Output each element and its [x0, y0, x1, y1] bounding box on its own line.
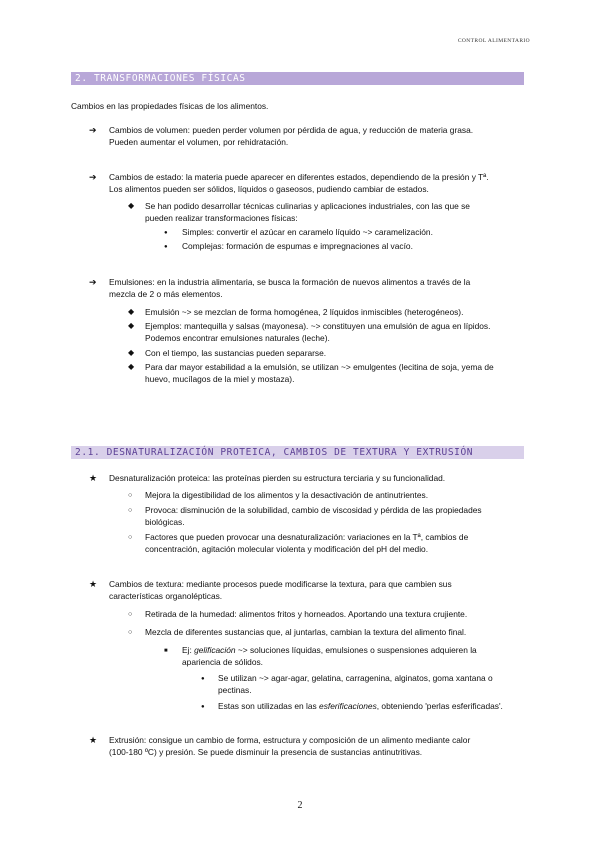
bullet-estado-line2: Los alimentos pueden ser sólidos, líquidos o gaseosos, pudiendo cambiar de estados.: [109, 184, 429, 194]
emulsion-item-tiempo: Con el tiempo, las sustancias pueden separarse.: [145, 348, 327, 358]
emulsion-item-ejemplos-line1: Ejemplos: mantequilla y salsas (mayonesa). ~> constituyen una emulsión de agua en lípidos.: [145, 321, 491, 331]
textura-item-humedad: Retirada de la humedad: alimentos fritos y horneados. Aportando una textura crujiente.: [145, 609, 468, 619]
star-bullet-icon: ★: [89, 473, 98, 483]
textura-ej-line2: apariencia de sólidos.: [182, 657, 264, 667]
section-intro: Cambios en las propiedades físicas de los alimentos.: [71, 101, 269, 111]
arrow-bullet-icon: ➔: [89, 125, 97, 135]
textura-line1: Cambios de textura: mediante procesos puede modificarse la textura, para que cambien sus: [109, 579, 452, 589]
bullet-emulsiones-line2: mezcla de 2 o más elementos.: [109, 289, 223, 299]
running-header: CONTROL ALIMENTARIO: [457, 38, 530, 44]
circle-bullet-icon: ○: [128, 507, 133, 514]
estado-item-simples: Simples: convertir el azúcar en caramelo líquido ~> caramelización.: [182, 227, 433, 237]
extrusion-line2: (100-180 ºC) y presión. Se puede disminuir la presencia de sustancias antinutritivas.: [109, 747, 423, 757]
dot-bullet-icon: ●: [201, 676, 205, 682]
star-bullet-icon: ★: [89, 735, 98, 745]
desnat-item-digestibilidad: Mejora la digestibilidad de los alimentos y la desactivación de antinutrientes.: [145, 490, 429, 500]
diamond-bullet-icon: ◆: [128, 348, 135, 357]
section-heading-desnaturalizacion: 2.1. DESNATURALIZACIÓN PROTEICA, CAMBIOS DE TEXTURA Y EXTRUSIÓN: [71, 446, 524, 459]
page-number: 2: [297, 800, 303, 811]
arrow-bullet-icon: ➔: [89, 277, 97, 287]
circle-bullet-icon: ○: [128, 629, 133, 636]
diamond-bullet-icon: ◆: [128, 307, 135, 316]
desnat-item-factores-line1: Factores que pueden provocar una desnaturalización: variaciones en la Tª, cambios de: [145, 532, 469, 542]
dot-bullet-icon: ●: [164, 244, 168, 250]
desnat-main: Desnaturalización proteica: las proteínas pierden su estructura terciaria y su funcionalidad.: [109, 473, 446, 483]
circle-bullet-icon: ○: [128, 611, 133, 618]
diamond-bullet-icon: ◆: [128, 321, 135, 330]
square-bullet-icon: ■: [164, 648, 168, 654]
emulsion-item-estabilidad-line1: Para dar mayor estabilidad a la emulsión, se utilizan ~> emulgentes (lecitina de soja, yema de: [145, 362, 494, 372]
arrow-bullet-icon: ➔: [89, 172, 97, 182]
circle-bullet-icon: ○: [128, 492, 133, 499]
ej-item-utilizan-line2: pectinas.: [218, 685, 252, 695]
diamond-bullet-icon: ◆: [128, 362, 135, 371]
textura-ej-line1: Ej: gelificación ~> soluciones líquidas, emulsiones o suspensiones adquieren la: [182, 645, 477, 655]
bullet-emulsiones-line1: Emulsiones: en la industria alimentaria, se busca la formación de nuevos alimentos a través de la: [109, 277, 471, 287]
estado-sub-line2: pueden realizar transformaciones físicas:: [145, 213, 298, 223]
circle-bullet-icon: ○: [128, 534, 133, 541]
diamond-bullet-icon: ◆: [128, 201, 135, 210]
bullet-volumen-line1: Cambios de volumen: pueden perder volumen por pérdida de agua, y reducción de materia grasa.: [109, 125, 474, 135]
extrusion-line1: Extrusión: consigue un cambio de forma, estructura y composición de un alimento mediante calor: [109, 735, 471, 745]
ej-item-esferificaciones: Estas son utilizadas en las esferificaciones, obteniendo 'perlas esferificadas'.: [218, 701, 503, 711]
desnat-item-provoca-line2: biológicas.: [145, 517, 185, 527]
textura-item-mezcla: Mezcla de diferentes sustancias que, al juntarlas, cambian la textura del alimento final.: [145, 627, 467, 637]
dot-bullet-icon: ●: [201, 704, 205, 710]
emulsion-item-estabilidad-line2: huevo, mucílagos de la miel y mostaza).: [145, 374, 295, 384]
star-bullet-icon: ★: [89, 579, 98, 589]
emulsion-item-emulsion: Emulsión ~> se mezclan de forma homogénea, 2 líquidos inmiscibles (heterogéneos).: [145, 307, 464, 317]
bullet-volumen-line2: Pueden aumentar el volumen, por rehidratación.: [109, 137, 289, 147]
desnat-item-factores-line2: concentración, agitación molecular violenta y modificación del pH del medio.: [145, 544, 429, 554]
textura-line2: características organolépticas.: [109, 591, 223, 601]
section-heading-transformaciones: 2. TRANSFORMACIONES FÍSICAS: [71, 72, 524, 85]
estado-item-complejas: Complejas: formación de espumas e impregnaciones al vacío.: [182, 241, 413, 251]
bullet-estado-line1: Cambios de estado: la materia puede aparecer en diferentes estados, dependiendo de la presión y Tª.: [109, 172, 489, 182]
desnat-item-provoca-line1: Provoca: disminución de la solubilidad, cambio de viscosidad y pérdida de las propiedades: [145, 505, 482, 515]
emulsion-item-ejemplos-line2: Podemos encontrar emulsiones naturales (leche).: [145, 333, 330, 343]
ej-item-utilizan-line1: Se utilizan ~> agar-agar, gelatina, carragenina, alginatos, goma xantana o: [218, 673, 493, 683]
dot-bullet-icon: ●: [164, 230, 168, 236]
estado-sub-line1: Se han podido desarrollar técnicas culinarias y aplicaciones industriales, con las que se: [145, 201, 470, 211]
